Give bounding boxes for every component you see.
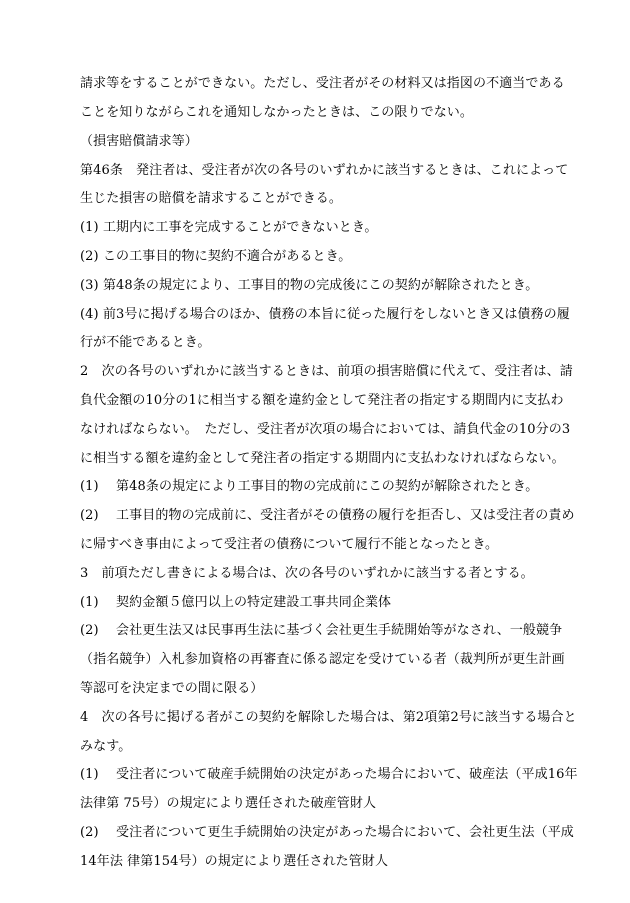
paragraph-2-line: 2 次の各号のいずれかに該当するときは、前項の損害賠償に代えて、受注者は、請	[80, 364, 573, 379]
text-line: 法律第 75号）の規定により選任された破産管財人	[80, 796, 377, 811]
article-46-line: 第46条 発注者は、受注者が次の各号のいずれかに該当するときは、これによって	[80, 163, 569, 178]
text-line: 行が不能であるとき。	[80, 335, 211, 350]
list-item: (4) 前3号に掲げる場合のほか、債務の本旨に従った履行をしないとき又は債務の履	[80, 307, 570, 322]
text-line: に相当する額を違約金として発注者の指定する期間内に支払わなければならない。	[80, 451, 565, 466]
list-item: (1) 受注者について破産手続開始の決定があった場合において、破産法（平成16年	[80, 767, 578, 782]
text-line: 請求等をすることができない。ただし、受注者がその材料又は指図の不適当である	[80, 76, 565, 91]
text-line: 14年法 律第154号）の規定により選任された管財人	[80, 854, 389, 869]
text-line: に帰すべき事由によって受注者の債務について履行不能となったとき。	[80, 537, 499, 552]
list-item: (1) 契約金額５億円以上の特定建設工事共同企業体	[80, 595, 392, 610]
text-line: なければならない。 ただし、受注者が次項の場合においては、請負代金の10分の3	[80, 422, 571, 437]
text-line: 負代金額の10分の1に相当する額を違約金として発注者の指定する期間内に支払わ	[80, 393, 564, 408]
list-item: (2) この工事目的物に契約不適合があるとき。	[80, 249, 352, 264]
text-line: （指名競争）入札参加資格の再審査に係る認定を受けている者（裁判所が更生計画	[80, 652, 565, 667]
text-line: ことを知りながらこれを通知しなかったときは、この限りでない。	[80, 105, 474, 120]
paragraph-4-line: 4 次の各号に掲げる者がこの契約を解除した場合は、第2項第2号に該当する場合と	[80, 710, 577, 725]
text-line: 等認可を決定までの間に限る）	[80, 681, 264, 696]
list-item: (1) 工期内に工事を完成することができないとき。	[80, 220, 378, 235]
section-heading: （損害賠償請求等）	[80, 134, 198, 149]
text-line: みなす。	[80, 739, 132, 754]
list-item: (2) 受注者について更生手続開始の決定があった場合において、会社更生法（平成	[80, 825, 574, 840]
list-item: (1) 第48条の規定により工事目的物の完成前にこの契約が解除されたとき。	[80, 479, 539, 494]
list-item: (2) 工事目的物の完成前に、受注者がその債務の履行を拒否し、又は受注者の責め	[80, 508, 575, 523]
paragraph-3-line: 3 前項ただし書きによる場合は、次の各号のいずれかに該当する者とする。	[80, 566, 534, 581]
list-item: (3) 第48条の規定により、工事目的物の完成後にこの契約が解除されたとき。	[80, 278, 539, 293]
text-line: 生じた損害の賠償を請求することができる。	[80, 191, 343, 206]
list-item: (2) 会社更生法又は民事再生法に基づく会社更生手続開始等がなされ、一般競争	[80, 623, 563, 638]
